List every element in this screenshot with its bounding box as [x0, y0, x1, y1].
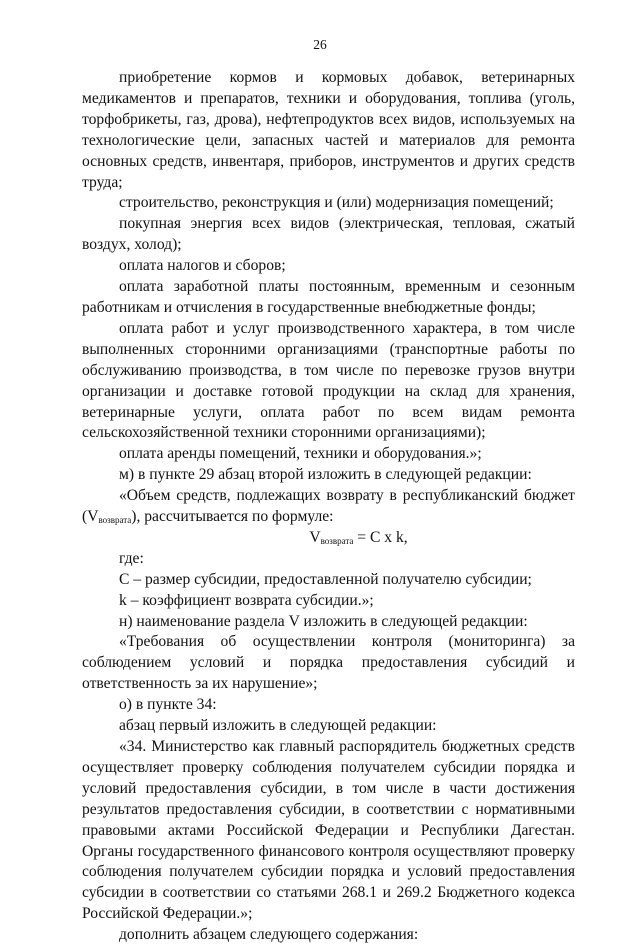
paragraph-feed-purchase: приобретение кормов и кормовых добавок, ветеринарных медикаментов и препаратов, техники и оборудования, топлива (уголь, торфобрикеты, газ, дрова), нефтепродуктов всех видов, используемых на технологические цели, запасных частей и материалов для ремонта основных средств, инвентаря, приборов, инструментов и других средств труда; [82, 69, 575, 191]
formula-c-definition: C – размер субсидии, предоставленной получателю субсидии; [119, 570, 532, 588]
paragraph-construction: строительство, реконструкция и (или) модернизация помещений; [119, 194, 554, 212]
formula-where: где: [119, 549, 144, 567]
paragraph-item-n: н) наименование раздела V изложить в следующей редакции: [119, 612, 528, 630]
formula-subscript: возврата [320, 535, 354, 546]
paragraph-energy: покупная энергия всех видов (электрическая, тепловая, сжатый воздух, холод); [82, 215, 575, 254]
paragraph-point-34: «34. Министерство как главный распорядитель бюджетных средств осуществляет проверку соблюдения получателем субсидии порядка и условий предоставления субсидии, в том числе в части достижения результатов предоставления субсидии, в соответствии с нормативными правовыми актами Российской Федерации и Республики Дагестан. Органы государственного финансового контроля осуществляют проверку соблюдения получателем субсидии порядка и условий предоставления субсидии в соответствии со статьями 268.1 и 269.2 Бюджетного кодекса Российской Федерации.»; [82, 738, 575, 923]
document-body [82, 68, 575, 946]
paragraph-first-abzac: абзац первый изложить в следующей редакции: [119, 717, 437, 735]
paragraph-item-o: о) в пункте 34: [119, 696, 217, 714]
paragraph-wages: оплата заработной платы постоянным, временным и сезонным работникам и отчисления в государственные внебюджетные фонды; [82, 278, 575, 316]
formula-intro-after: ), рассчитывается по формуле: [131, 508, 334, 526]
formula [82, 528, 575, 549]
formula-intro-before: «Объем средств, подлежащих возврату в республиканский бюджет (V [82, 487, 575, 526]
paragraph-taxes: оплата налогов и сборов; [119, 257, 286, 275]
page-number: 26 [313, 37, 327, 52]
formula-rest: = C x k, [353, 528, 408, 546]
paragraph-section-title: «Требования об осуществлении контроля (мониторинга) за соблюдением условий и порядка предоставления субсидий и ответственность за их нарушение»; [82, 633, 575, 693]
paragraph-supplement: дополнить абзацем следующего содержания: [119, 926, 419, 944]
paragraph-services: оплата работ и услуг производственного характера, в том числе выполненных сторонними организациями (транспортные работы по обслуживанию производства, в том числе по перевозке грузов внутри организации и доставке готовой продукции на склад для хранения, ветеринарные услуги, оплата работ по всем видам ремонта сельскохозяйственной техники сторонними организациями); [82, 319, 575, 442]
formula-k-definition: k – коэффициент возврата субсидии.»; [119, 591, 374, 609]
formula-intro [82, 486, 575, 528]
formula-v: V [309, 528, 321, 546]
formula-intro-subscript: возврата [98, 515, 132, 526]
paragraph-rent: оплата аренды помещений, техники и оборудования.»; [119, 445, 482, 463]
paragraph-item-m: м) в пункте 29 абзац второй изложить в следующей редакции: [119, 466, 532, 484]
